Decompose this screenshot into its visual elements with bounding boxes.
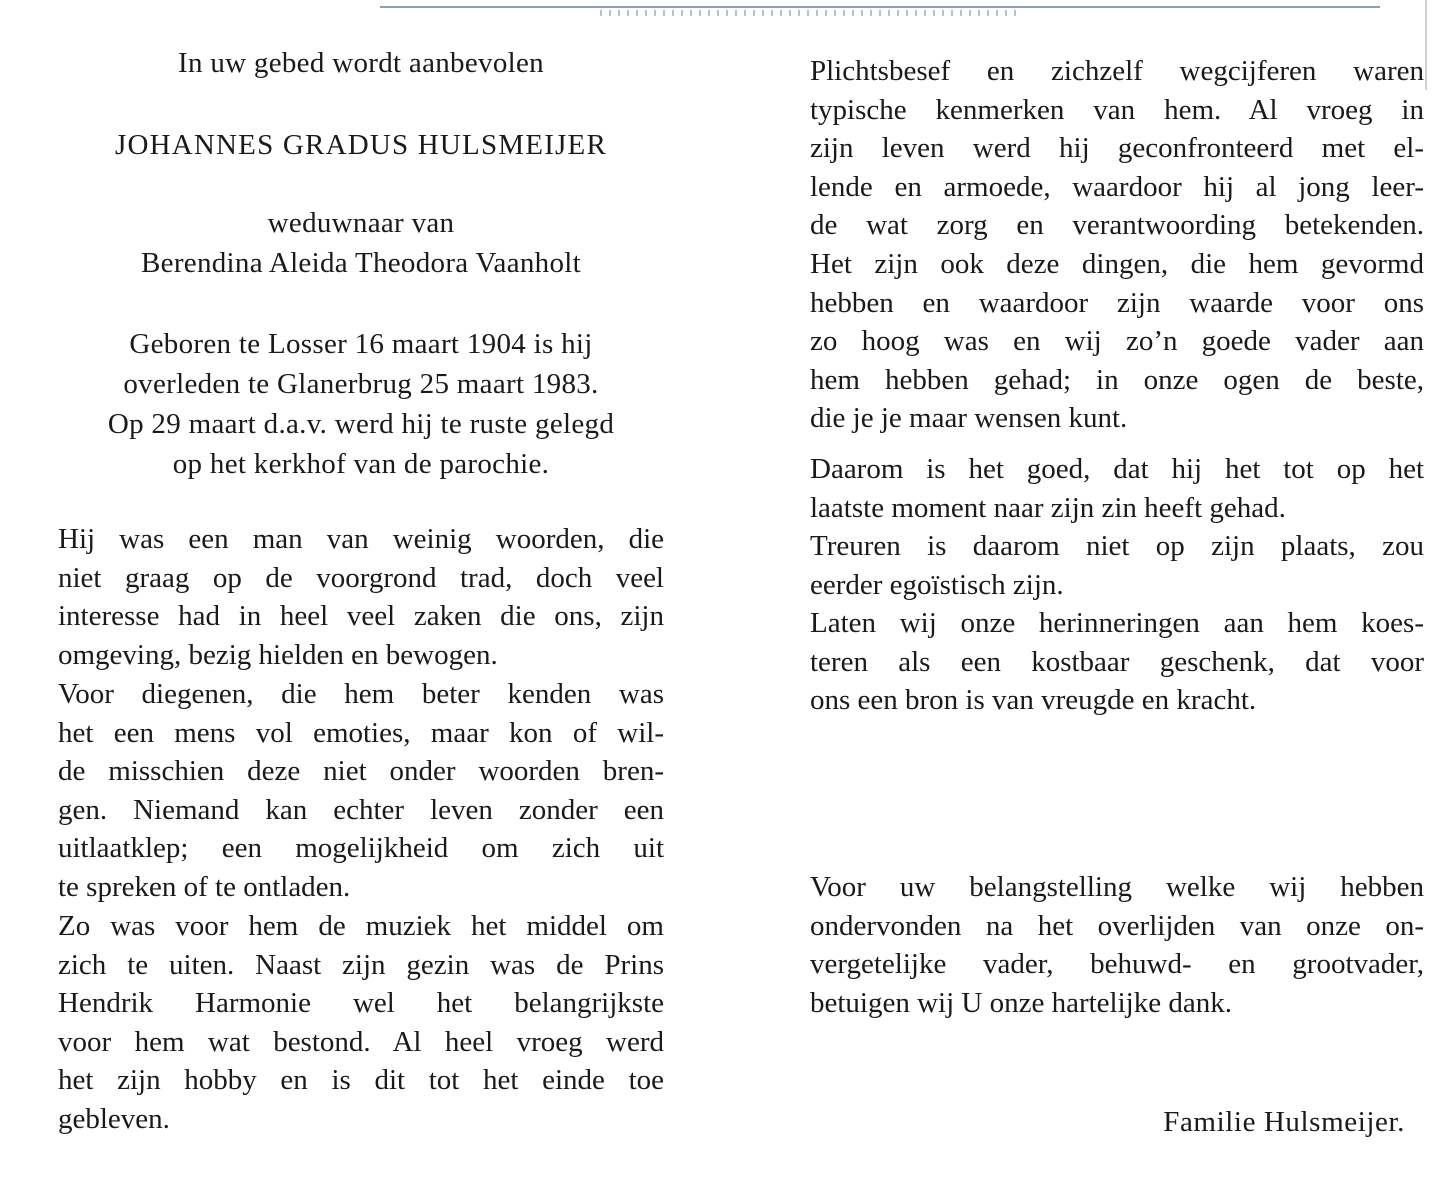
text-line: interesse had in heel veel zaken die ons, zijn	[58, 600, 664, 633]
widower-label: weduwnaar van	[267, 207, 455, 239]
scan-right-edge	[1425, 0, 1427, 90]
text-line: voor hem wat bestond. Al heel vroeg werd	[58, 1025, 664, 1058]
text-line: zich te uiten. Naast zijn gezin was de Prins	[58, 948, 664, 981]
text-line: Voor diegenen, die hem beter kenden was	[58, 678, 664, 710]
text-line: laatste moment naar zijn zin heeft gehad.	[810, 491, 1286, 524]
birth-line: overleden te Glanerbrug 25 maart 1983.	[123, 368, 599, 400]
text-line: ondervonden na het overlijden van onze on-	[810, 909, 1424, 942]
text-line: hem hebben gehad; in onze ogen de beste,	[810, 363, 1424, 396]
text-line: zijn leven werd hij geconfronteerd met el-	[810, 132, 1424, 165]
birth-line: op het kerkhof van de parochie.	[172, 448, 550, 480]
thanks-paragraph	[810, 868, 1424, 1022]
right-paragraph-4	[810, 604, 1424, 720]
deceased-name: JOHANNES GRADUS HULSMEIJER	[114, 129, 607, 161]
text-line: zo hoog was en wij zo’n goede vader aan	[810, 325, 1424, 358]
text-line: vergetelijke vader, behuwd- en grootvader,	[810, 948, 1424, 981]
text-line: omgeving, bezig hielden en bewogen.	[58, 638, 498, 671]
birth-line: Geboren te Losser 16 maart 1904 is hij	[129, 328, 593, 360]
text-line: gebleven.	[58, 1102, 170, 1135]
text-line: betuigen wij U onze hartelijke dank.	[810, 986, 1232, 1019]
text-line: de wat zorg en verantwoording betekenden.	[810, 209, 1424, 242]
text-line: Treuren is daarom niet op zijn plaats, zou	[810, 530, 1424, 562]
text-line: het een mens vol emoties, maar kon of wil-	[58, 716, 664, 749]
text-line: ons een bron is van vreugde en kracht.	[810, 684, 1257, 717]
left-paragraph-2	[58, 675, 664, 907]
text-line: Hij was een man van weinig woorden, die	[58, 523, 664, 555]
text-line: die je je maar wensen kunt.	[810, 402, 1128, 435]
birth-death-block	[58, 324, 664, 484]
text-line: Voor uw belangstelling welke wij hebben	[810, 871, 1424, 903]
text-line: Laten wij onze herinneringen aan hem koes-	[810, 607, 1424, 639]
text-line: Daarom is het goed, dat hij het tot op het	[810, 453, 1424, 485]
right-paragraph-1	[810, 52, 1424, 438]
spouse-name: Berendina Aleida Theodora Vaanholt	[141, 247, 581, 279]
birth-line: Op 29 maart d.a.v. werd hij te ruste gelegd	[107, 408, 615, 440]
right-paragraph-3	[810, 527, 1424, 604]
text-line: Het zijn ook deze dingen, die hem gevormd	[810, 247, 1424, 280]
intro-line: In uw gebed wordt aanbevolen	[178, 47, 544, 79]
right-paragraph-2	[810, 450, 1424, 527]
scan-top-edge-marks	[600, 10, 1020, 16]
text-line: uitlaatklep; een mogelijkheid om zich uit	[58, 832, 664, 865]
text-line: niet graag op de voorgrond trad, doch veel	[58, 561, 664, 594]
text-line: hebben en waardoor zijn waarde voor ons	[810, 286, 1424, 319]
text-line: teren als een kostbaar geschenk, dat voor	[810, 645, 1424, 678]
left-paragraph-1	[58, 520, 664, 674]
text-line: Plichtsbesef en zichzelf wegcijferen waren	[810, 55, 1424, 87]
text-line: de misschien deze niet onder woorden bren-	[58, 755, 664, 788]
text-line: typische kenmerken van hem. Al vroeg in	[810, 93, 1424, 126]
text-line: lende en armoede, waardoor hij al jong leer-	[810, 170, 1424, 203]
text-line: het zijn hobby en is dit tot het einde toe	[58, 1064, 664, 1097]
text-line: gen. Niemand kan echter leven zonder een	[58, 793, 664, 826]
text-line: te spreken of te ontladen.	[58, 870, 351, 903]
family-signature: Familie Hulsmeijer.	[1163, 1106, 1405, 1138]
text-line: Zo was voor hem de muziek het middel om	[58, 910, 664, 942]
text-line: eerder egoïstisch zijn.	[810, 568, 1064, 601]
text-line: Hendrik Harmonie wel het belangrijkste	[58, 987, 664, 1020]
left-paragraph-3	[58, 907, 664, 1139]
